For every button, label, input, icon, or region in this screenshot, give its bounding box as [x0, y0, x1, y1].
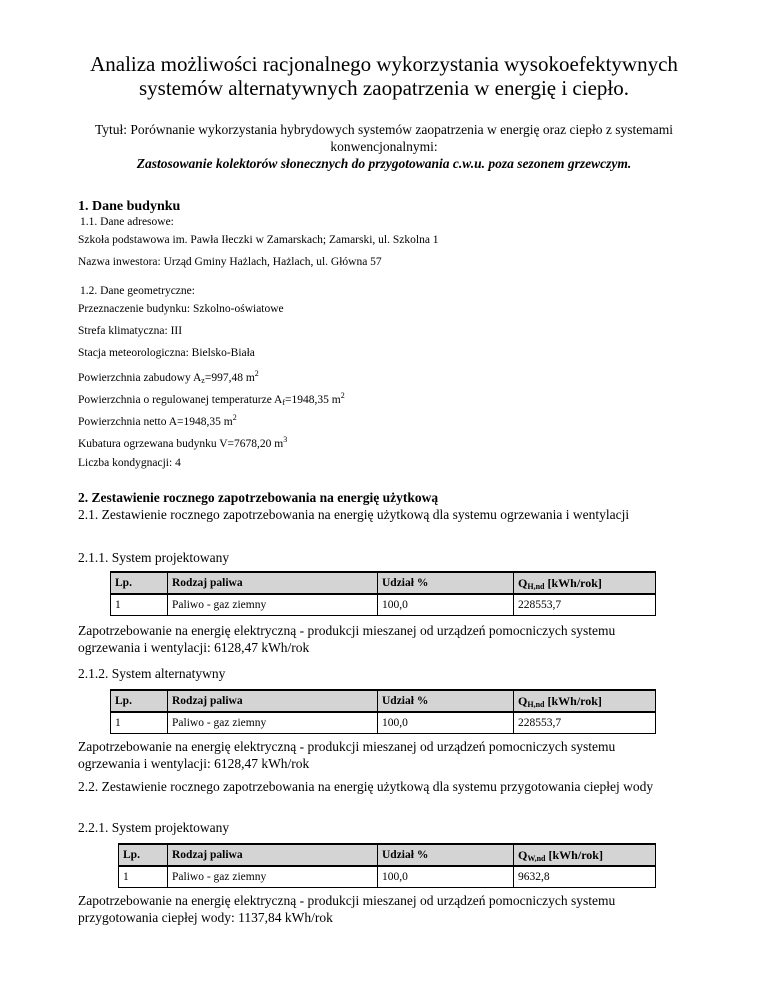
table-row: [111, 712, 656, 734]
cell-lp: 1: [111, 594, 168, 616]
section-1-1-heading: 1.1. Dane adresowe:: [80, 216, 174, 228]
heated-area-sub: f: [282, 398, 286, 407]
document-subtitle: [60, 121, 708, 172]
unit-sup: 2: [340, 391, 345, 400]
cell-fuel: Paliwo - gaz ziemny: [168, 866, 378, 888]
cell-q: 228553,7: [514, 712, 656, 734]
cell-share: 100,0: [378, 866, 514, 888]
table-header-row: [119, 844, 656, 866]
net-area: [78, 413, 237, 428]
school-address: Szkoła podstawowa im. Pawła Iłeczki w Zamarskach; Zamarski, ul. Szkolna 1: [78, 234, 439, 246]
col-fuel-header: Rodzaj paliwa: [168, 690, 378, 712]
section-2-1-heading: 2.1. Zestawienie rocznego zapotrzebowania na energię użytkową dla systemu ogrzewania i wentylacji: [78, 507, 630, 522]
col-lp-header: Lp.: [119, 844, 168, 866]
subtitle-emphasis: Zastosowanie kolektorów słonecznych do przygotowania c.w.u. poza sezonem grzewczym.: [136, 156, 632, 171]
built-area-sub: z: [201, 376, 205, 385]
subtitle-line: Tytuł: Porównanie wykorzystania hybrydowych systemów zaopatrzenia w energię oraz ciepło z systemami konwencjonalnymi:: [94, 122, 673, 154]
aux-energy-note-2: Zapotrzebowanie na energię elektryczną - produkcji mieszanej od urządzeń pomocniczych systemu ogrzewania i wentylacji: 6128,47 kWh/rok: [78, 739, 616, 771]
cell-fuel: Paliwo - gaz ziemny: [168, 594, 378, 616]
building-purpose: Przeznaczenie budynku: Szkolno-oświatowe: [78, 303, 284, 315]
section-1-heading: 1. Dane budynku: [78, 199, 181, 214]
col-share-header: Udział %: [378, 844, 514, 866]
q-unit: [kWh/rok]: [545, 847, 603, 862]
col-q-header: [514, 572, 656, 594]
q-unit: [kWh/rok]: [544, 575, 602, 590]
q-subscript: W,nd: [527, 853, 546, 863]
heated-area: [78, 391, 345, 407]
cell-share: 100,0: [378, 594, 514, 616]
section-2-2-heading: 2.2. Zestawienie rocznego zapotrzebowania na energię użytkową dla systemu przygotowania ciepłej wody: [78, 779, 654, 794]
table-row: [111, 594, 656, 616]
cell-lp: 1: [119, 866, 168, 888]
section-2-1-2-heading: 2.1.2. System alternatywny: [78, 666, 226, 681]
heating-designed-table: [110, 571, 656, 616]
table-header-row: [111, 690, 656, 712]
built-area: [78, 369, 259, 385]
section-2-2-1-heading: 2.2.1. System projektowany: [78, 820, 230, 835]
q-unit: [kWh/rok]: [544, 693, 602, 708]
heated-area-label: Powierzchnia o regulowanej temperaturze A: [78, 394, 283, 406]
aux-energy-note-1: Zapotrzebowanie na energię elektryczną - produkcji mieszanej od urządzeń pomocniczych systemu ogrzewania i wentylacji: 6128,47 kWh/rok: [78, 623, 616, 655]
heated-volume: [78, 435, 287, 450]
table-header-row: [111, 572, 656, 594]
cell-lp: 1: [111, 712, 168, 734]
col-q-header: [514, 690, 656, 712]
floor-count: Liczba kondygnacji: 4: [78, 457, 181, 469]
unit-sup: 2: [232, 413, 237, 422]
investor-name: Nazwa inwestora: Urząd Gminy Hażlach, Hażlach, ul. Główna 57: [78, 256, 382, 268]
hot-water-designed-table: [118, 843, 656, 888]
col-fuel-header: Rodzaj paliwa: [168, 572, 378, 594]
aux-energy-note-3: Zapotrzebowanie na energię elektryczną - produkcji mieszanej od urządzeń pomocniczych systemu przygotowania ciepłej wody: 1137,84 kWh/rok: [78, 893, 616, 925]
net-area-text: Powierzchnia netto A=1948,35 m: [78, 416, 233, 428]
q-symbol: Q: [518, 847, 528, 862]
col-share-header: Udział %: [378, 572, 514, 594]
heated-volume-text: Kubatura ogrzewana budynku V=7678,20 m: [78, 438, 284, 450]
built-area-label: Powierzchnia zabudowy A: [78, 372, 202, 384]
q-subscript: H,nd: [527, 699, 545, 709]
col-fuel-header: Rodzaj paliwa: [168, 844, 378, 866]
col-lp-header: Lp.: [111, 690, 168, 712]
cell-share: 100,0: [378, 712, 514, 734]
col-share-header: Udział %: [378, 690, 514, 712]
unit-sup: 3: [283, 435, 288, 444]
heated-area-value: =1948,35 m: [285, 394, 341, 406]
climate-zone: Strefa klimatyczna: III: [78, 325, 183, 337]
q-subscript: H,nd: [527, 581, 545, 591]
built-area-value: =997,48 m: [204, 372, 255, 384]
cell-q: 9632,8: [514, 866, 656, 888]
cell-fuel: Paliwo - gaz ziemny: [168, 712, 378, 734]
q-symbol: Q: [518, 693, 528, 708]
section-2-1-1-heading: 2.1.1. System projektowany: [78, 550, 230, 565]
section-2-heading: 2. Zestawienie rocznego zapotrzebowania na energię użytkową: [78, 490, 439, 505]
table-row: [119, 866, 656, 888]
unit-sup: 2: [254, 369, 259, 378]
weather-station: Stacja meteorologiczna: Bielsko-Biała: [78, 347, 255, 359]
col-lp-header: Lp.: [111, 572, 168, 594]
document-title: Analiza możliwości racjonalnego wykorzystania wysokoefektywnych systemów alternatywnych zaopatrzenia w energię i ciepło.: [90, 52, 678, 100]
col-q-header: [514, 844, 656, 866]
section-1-2-heading: 1.2. Dane geometryczne:: [80, 285, 195, 297]
heating-alternative-table: [110, 689, 656, 734]
q-symbol: Q: [518, 575, 528, 590]
cell-q: 228553,7: [514, 594, 656, 616]
